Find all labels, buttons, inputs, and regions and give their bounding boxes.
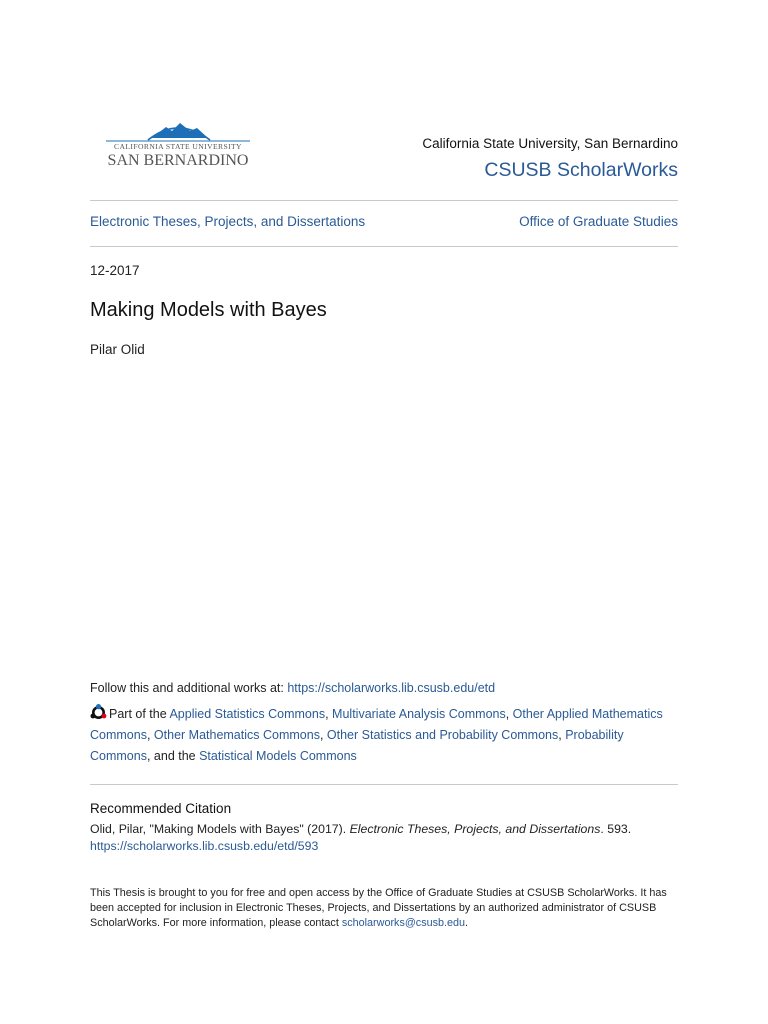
publication-date: 12-2017 <box>90 263 140 278</box>
commons-separator: , <box>319 728 327 742</box>
commons-link-multivariate-analysis[interactable]: Multivariate Analysis Commons <box>332 707 506 721</box>
commons-list <box>90 704 678 767</box>
commons-link-other-applied-mathematics[interactable]: Other Applied Mathematics Commons <box>90 707 663 742</box>
notice-end: . <box>465 917 469 929</box>
commons-separator: , <box>146 728 154 742</box>
collection-link[interactable]: Electronic Theses, Projects, and Dissertations <box>90 214 366 229</box>
access-notice <box>90 886 678 931</box>
institution-block <box>422 136 678 181</box>
citation-heading: Recommended Citation <box>90 801 232 816</box>
logo-top-text: CALIFORNIA STATE UNIVERSITY <box>114 142 242 151</box>
commons-link-other-mathematics[interactable]: Other Mathematics Commons <box>153 728 320 742</box>
commons-link-statistical-models[interactable]: Statistical Models Commons <box>199 749 357 763</box>
document-title: Making Models with Bayes <box>90 299 327 321</box>
citation-number: . 593. <box>600 822 632 836</box>
follow-url-link[interactable]: https://scholarworks.lib.csusb.edu/etd <box>287 681 496 695</box>
follow-line <box>90 681 495 695</box>
institution-name: California State University, San Bernardino <box>422 136 678 151</box>
commons-separator: , <box>558 728 566 742</box>
citation-text: Olid, Pilar, "Making Models with Bayes" (2017). <box>90 822 350 836</box>
divider-nav <box>90 246 678 247</box>
notice-text: This Thesis is brought to you for free and open access by the Office of Graduate Studies at CSUSB ScholarWorks. It has been accepted for inclusion in Electronic Theses, Projects, and Dissertations by an authorized administrator of CSUSB ScholarWorks. For more information, please contact <box>90 887 667 929</box>
follow-prefix: Follow this and additional works at: <box>90 681 288 695</box>
mountain-icon <box>152 123 208 138</box>
commons-separator: , <box>505 707 513 721</box>
commons-separator: , <box>325 707 333 721</box>
citation-url-link[interactable]: https://scholarworks.lib.csusb.edu/etd/593 <box>90 839 319 853</box>
commons-link-applied-statistics[interactable]: Applied Statistics Commons <box>169 707 326 721</box>
commons-link-probability[interactable]: Probability Commons <box>90 728 624 763</box>
office-link[interactable]: Office of Graduate Studies <box>519 214 678 229</box>
commons-network-icon <box>90 704 107 721</box>
university-logo-mark <box>100 118 256 174</box>
citation-series: Electronic Theses, Projects, and Dissertations <box>349 822 601 836</box>
divider-citation <box>90 784 678 785</box>
contact-email-link[interactable]: scholarworks@csusb.edu <box>341 917 466 929</box>
commons-and-the: , and the <box>146 749 200 763</box>
commons-prefix: Part of the <box>109 707 170 721</box>
author-name: Pilar Olid <box>90 342 145 357</box>
cover-page <box>90 0 678 1024</box>
logo-main-text: SAN BERNARDINO <box>107 152 249 169</box>
repository-name[interactable]: CSUSB ScholarWorks <box>484 159 678 181</box>
divider-top <box>90 200 678 201</box>
commons-link-other-statistics-probability[interactable]: Other Statistics and Probability Commons <box>326 728 559 742</box>
university-logo <box>100 118 256 174</box>
citation-block <box>90 821 678 855</box>
